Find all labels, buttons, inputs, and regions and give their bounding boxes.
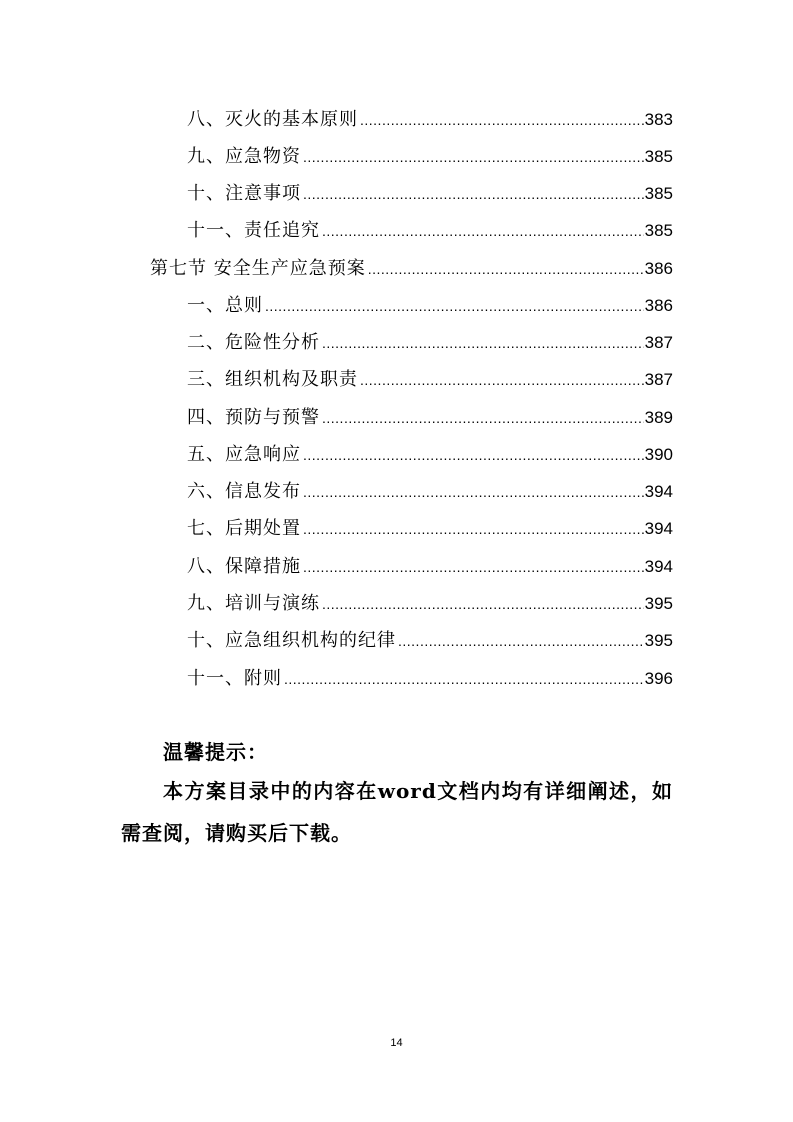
- toc-entry-page: 385: [644, 147, 673, 166]
- toc-entry[interactable]: [187, 399, 673, 436]
- toc-entry-title: 五、应急响应: [187, 444, 301, 465]
- toc-entry-page: 387: [644, 333, 673, 352]
- toc-entry-page: 389: [644, 408, 673, 427]
- toc-entry-page: 383: [644, 110, 673, 129]
- toc-entry[interactable]: [187, 510, 673, 547]
- toc-entry-title: 十、注意事项: [187, 183, 301, 204]
- toc-entry[interactable]: [187, 287, 673, 324]
- tip-body: 本方案目录中的内容在word文档内均有详细阐述，如需查阅，请购买后下载。: [121, 779, 673, 845]
- toc-leader-dots: [322, 400, 644, 437]
- toc-leader-dots: [322, 213, 644, 250]
- toc-entry[interactable]: [187, 175, 673, 212]
- toc-leader-dots: [398, 623, 644, 660]
- toc-entry-title: 八、保障措施: [187, 556, 301, 577]
- toc-entry-title: 四、预防与预警: [187, 407, 320, 428]
- toc-entry-title: 九、培训与演练: [187, 593, 320, 614]
- toc-entry[interactable]: [187, 585, 673, 622]
- toc-leader-dots: [303, 176, 644, 213]
- toc-entry-page: 386: [644, 296, 673, 315]
- toc-entry-page: 390: [644, 445, 673, 464]
- toc-entry[interactable]: [187, 212, 673, 249]
- toc-entry-page: 394: [644, 557, 673, 576]
- toc-entry-title: 一、总则: [187, 295, 263, 316]
- toc-leader-dots: [303, 549, 644, 586]
- toc-entry[interactable]: [187, 622, 673, 659]
- toc-entry[interactable]: [187, 436, 673, 473]
- toc-entry-title: 六、信息发布: [187, 481, 301, 502]
- toc-entry-page: 386: [644, 259, 673, 278]
- toc-entry-page: 395: [644, 594, 673, 613]
- toc-entry-page: 395: [644, 631, 673, 650]
- toc-leader-dots: [265, 288, 644, 325]
- toc-entry-page: 396: [644, 669, 673, 688]
- toc-entry-page: 387: [644, 370, 673, 389]
- tip-heading: 温馨提示：: [163, 740, 268, 764]
- toc-entry-title: 第七节 安全生产应急预案: [150, 258, 366, 279]
- toc-entry-title: 十一、附则: [187, 668, 282, 689]
- toc-entry-page: 385: [644, 221, 673, 240]
- page-number: 14: [390, 1037, 403, 1049]
- toc-entry-title: 十、应急组织机构的纪律: [187, 630, 396, 651]
- toc-entry-title: 三、组织机构及职责: [187, 369, 358, 390]
- toc-entry-page: 385: [644, 184, 673, 203]
- toc-leader-dots: [360, 102, 644, 139]
- toc-entry-title: 九、应急物资: [187, 146, 301, 167]
- toc-leader-dots: [360, 362, 644, 399]
- toc-entry-title: 八、灭火的基本原则: [187, 109, 358, 130]
- toc-entry[interactable]: [187, 660, 673, 697]
- toc-entry[interactable]: [187, 361, 673, 398]
- toc-entry[interactable]: [187, 324, 673, 361]
- toc-leader-dots: [303, 511, 644, 548]
- toc-entry-title: 二、危险性分析: [187, 332, 320, 353]
- toc-entry-page: 394: [644, 519, 673, 538]
- toc-entry-page: 394: [644, 482, 673, 501]
- toc-leader-dots: [322, 586, 644, 623]
- toc-entry-title: 七、后期处置: [187, 518, 301, 539]
- toc-leader-dots: [303, 437, 644, 474]
- toc-leader-dots: [303, 474, 644, 511]
- toc-section-entry[interactable]: [150, 250, 673, 287]
- toc-leader-dots: [284, 661, 644, 698]
- toc-leader-dots: [368, 251, 644, 288]
- toc-entry[interactable]: [187, 548, 673, 585]
- toc-entry-title: 十一、责任追究: [187, 220, 320, 241]
- toc-entry[interactable]: [187, 101, 673, 138]
- toc-entry[interactable]: [187, 138, 673, 175]
- toc-leader-dots: [303, 139, 644, 176]
- toc-entry[interactable]: [187, 473, 673, 510]
- toc-leader-dots: [322, 325, 644, 362]
